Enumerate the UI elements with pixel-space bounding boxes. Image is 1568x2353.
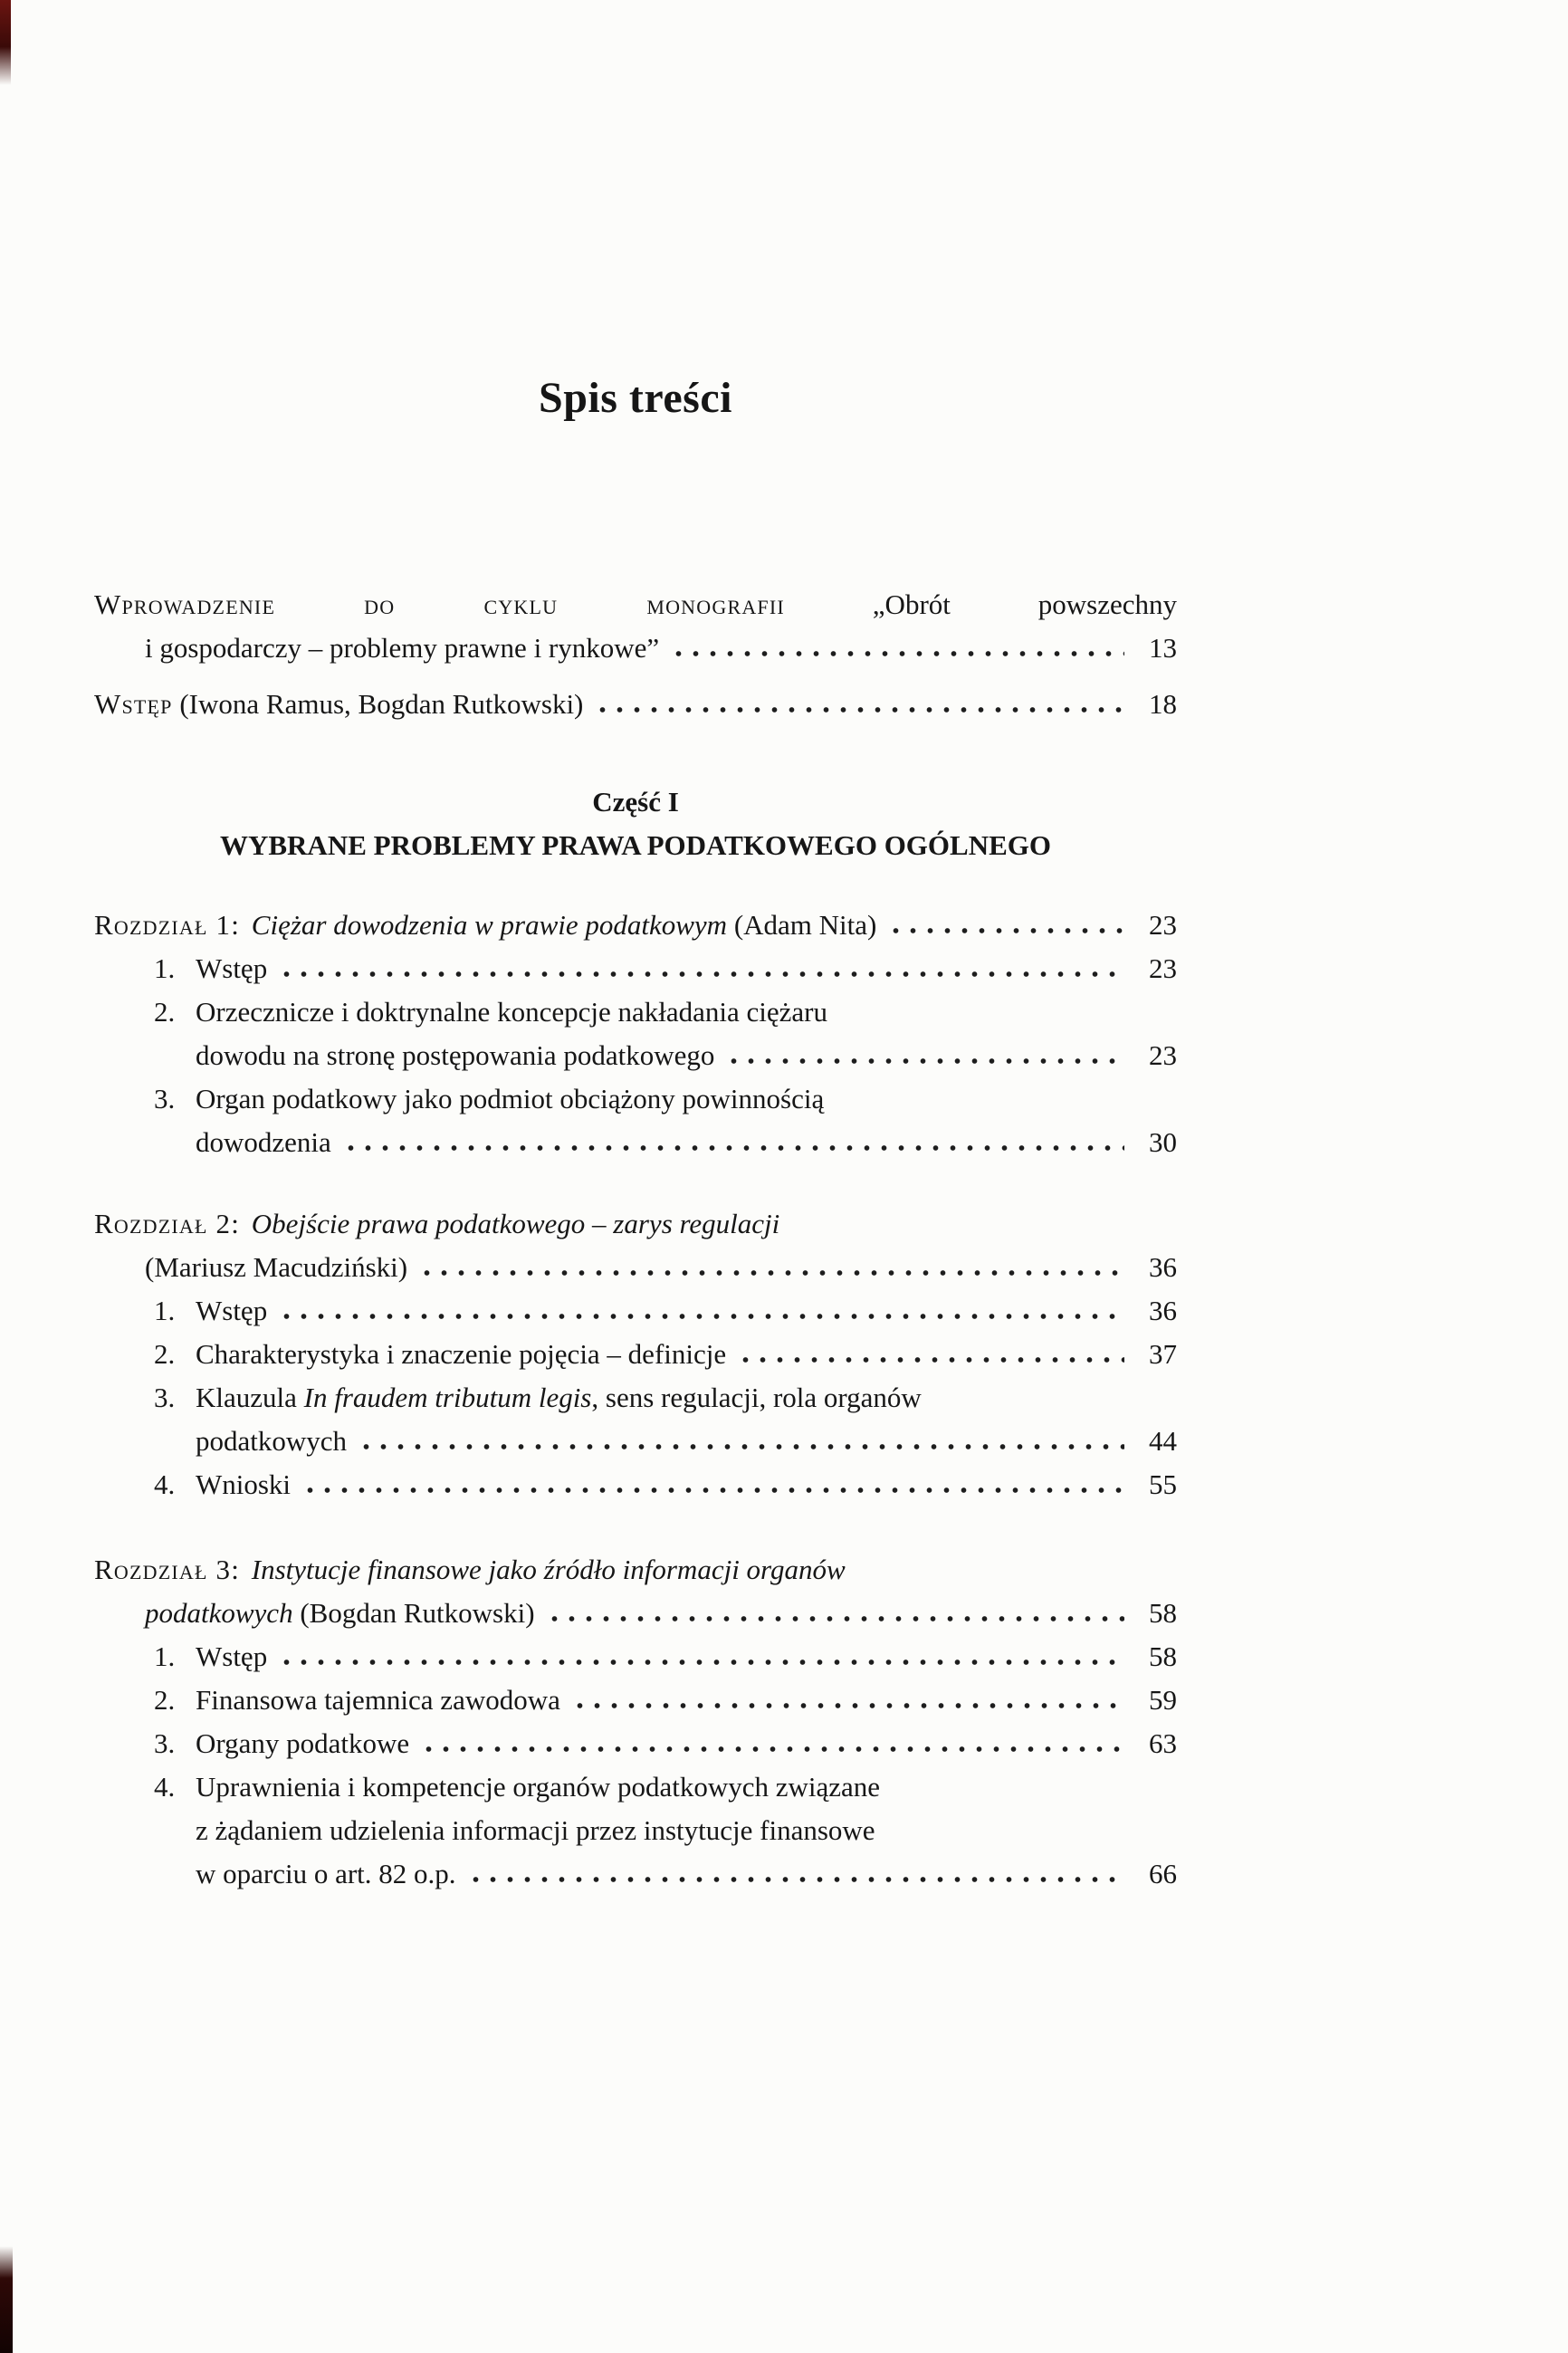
chapter-number-label: Rozdział 3: [94, 1554, 241, 1585]
chapter-title-rest: podatkowych [145, 1597, 293, 1629]
dot-leader [342, 1144, 1124, 1152]
item-text-end: , sens regulacji, rola organów [591, 1382, 922, 1413]
chapter-title: Obejście prawa podatkowego – zarys regulacji [251, 1208, 780, 1239]
item-text-latin-phrase: In fraudem tributum legis [303, 1382, 592, 1413]
dot-leader [278, 1313, 1124, 1320]
toc-item [94, 947, 1177, 990]
dot-leader [278, 971, 1124, 978]
toc-item [94, 1722, 1177, 1765]
chapter-heading-continuation [94, 1246, 1177, 1289]
page-number: 13 [1149, 632, 1177, 664]
item-text: Organy podatkowe [196, 1727, 410, 1759]
page-number: 66 [1149, 1858, 1177, 1889]
page-number: 36 [1149, 1251, 1177, 1283]
chapter-heading-text [94, 1202, 779, 1246]
page-number: 63 [1149, 1727, 1177, 1759]
toc-item [94, 1635, 1177, 1679]
item-number: 2. [154, 1684, 176, 1716]
item-number: 4. [154, 1468, 176, 1500]
item-text: Organ podatkowy jako podmiot obciążony powinnością [196, 1083, 825, 1114]
item-text: Wstęp [196, 952, 268, 984]
entry-text [94, 683, 583, 726]
item-text: dowodu na stronę postępowania podatkowego [196, 1039, 715, 1071]
item-text: Finansowa tajemnica zawodowa [196, 1684, 560, 1716]
page-number: 23 [1149, 952, 1177, 984]
toc-item [94, 1333, 1177, 1376]
part-label: Część I [592, 786, 679, 818]
toc-entry-intro-line1 [94, 583, 1177, 627]
chapter-heading-text [94, 904, 876, 947]
dot-leader [737, 1356, 1124, 1363]
toc-item-continuation [94, 1852, 1177, 1896]
dot-leader [278, 1659, 1124, 1666]
page-number: 44 [1149, 1425, 1177, 1457]
page-number: 37 [1149, 1338, 1177, 1370]
page-number: 18 [1149, 688, 1177, 720]
front-matter [94, 583, 1177, 726]
entry-authors: (Iwona Ramus, Bogdan Rutkowski) [179, 688, 584, 720]
item-number: 3. [154, 1382, 176, 1413]
part-title: WYBRANE PROBLEMY PRAWA PODATKOWEGO OGÓLNEGO [219, 829, 1051, 861]
chapter-heading [94, 1548, 1177, 1592]
scan-edge-artifact-top [0, 0, 11, 85]
entry-title-start: „Obrót powszechny [872, 588, 1178, 620]
page-number: 58 [1149, 1597, 1177, 1629]
dot-leader [358, 1443, 1124, 1450]
item-number: 3. [154, 1083, 176, 1114]
dot-leader [571, 1702, 1124, 1709]
toc-item-continuation [94, 1420, 1177, 1463]
item-number: 3. [154, 1727, 176, 1759]
item-number: 4. [154, 1771, 176, 1803]
page-number: 30 [1149, 1126, 1177, 1158]
item-number: 1. [154, 1295, 176, 1326]
chapter-author: (Bogdan Rutkowski) [300, 1597, 535, 1629]
item-text: Wstęp [196, 1295, 268, 1326]
item-text: Wstęp [196, 1640, 268, 1672]
dot-leader [301, 1487, 1124, 1494]
chapter-1 [94, 904, 1177, 1164]
page-number: 36 [1149, 1295, 1177, 1326]
chapter-heading [94, 904, 1177, 947]
dot-leader [670, 650, 1124, 657]
toc-item [94, 1376, 1177, 1420]
item-text [196, 1376, 922, 1420]
scan-edge-artifact-bottom [0, 2246, 13, 2353]
toc-item-continuation [94, 1809, 1177, 1852]
chapter-title: Instytucje finansowe jako źródło informacji organów [251, 1554, 846, 1585]
entry-label: Wprowadzenie do cyklu monografii [94, 588, 785, 620]
dot-leader [887, 927, 1124, 934]
page-number: 23 [1149, 1039, 1177, 1071]
page-number: 23 [1149, 909, 1177, 941]
item-text: Uprawnienia i kompetencje organów podatkowych związane [196, 1771, 881, 1803]
item-number: 2. [154, 996, 176, 1028]
chapter-heading-continuation [94, 1592, 1177, 1635]
dot-leader [420, 1746, 1124, 1753]
page-title: Spis treści [539, 374, 732, 422]
toc-entry-wstep [94, 683, 1177, 726]
chapter-author: (Adam Nita) [733, 909, 877, 941]
item-text: dowodzenia [196, 1126, 331, 1158]
dot-leader [418, 1269, 1124, 1277]
toc-item-continuation [94, 1034, 1177, 1077]
toc-item [94, 1679, 1177, 1722]
item-text: podatkowych [196, 1425, 348, 1457]
chapter-number-label: Rozdział 2: [94, 1208, 241, 1239]
entry-label: Wstęp [94, 688, 173, 720]
toc-item [94, 1463, 1177, 1506]
page-number: 55 [1149, 1468, 1177, 1500]
part-header [94, 780, 1177, 867]
chapter-heading [94, 1202, 1177, 1246]
item-text: Wnioski [196, 1468, 292, 1500]
item-number: 1. [154, 952, 176, 984]
item-text: Charakterystyka i znaczenie pojęcia – definicje [196, 1338, 727, 1370]
chapter-title: Ciężar dowodzenia w prawie podatkowym [251, 909, 728, 941]
page-number: 59 [1149, 1684, 1177, 1716]
toc-item [94, 990, 1177, 1034]
chapter-heading-text [94, 1548, 846, 1592]
toc-content [94, 0, 1177, 1896]
item-text: z żądaniem udzielenia informacji przez instytucje finansowe [196, 1814, 875, 1846]
toc-item [94, 1289, 1177, 1333]
item-number: 1. [154, 1640, 176, 1672]
item-text-start: Klauzula [196, 1382, 297, 1413]
dot-leader [546, 1615, 1124, 1622]
item-number: 2. [154, 1338, 176, 1370]
toc-item [94, 1765, 1177, 1809]
toc-item-continuation [94, 1121, 1177, 1164]
chapter-number-label: Rozdział 1: [94, 909, 241, 941]
chapter-heading-text-2 [145, 1592, 535, 1635]
chapter-2 [94, 1202, 1177, 1506]
toc-entry-intro-line2 [94, 627, 1177, 670]
dot-leader [467, 1876, 1124, 1883]
chapter-3 [94, 1548, 1177, 1896]
entry-title-rest: i gospodarczy – problemy prawne i rynkowe” [145, 632, 660, 664]
chapter-author: (Mariusz Macudziński) [145, 1251, 408, 1283]
dot-leader [725, 1057, 1124, 1065]
toc-item [94, 1077, 1177, 1121]
page-number: 58 [1149, 1640, 1177, 1672]
item-text: Orzecznicze i doktrynalne koncepcje nakładania ciężaru [196, 996, 827, 1028]
dot-leader [594, 706, 1124, 713]
item-text: w oparciu o art. 82 o.p. [196, 1858, 456, 1889]
